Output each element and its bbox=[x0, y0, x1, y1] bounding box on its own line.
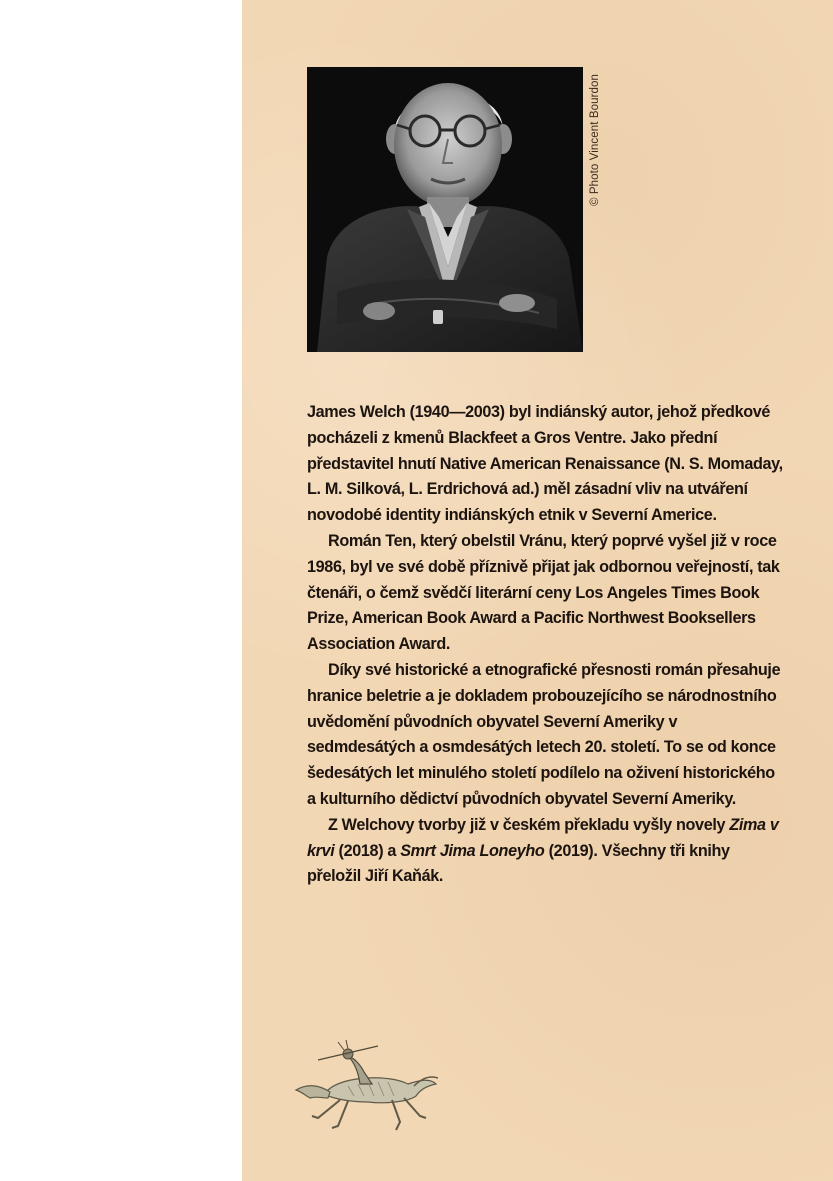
bio-paragraph-2: Román Ten, který obelstil Vránu, který poprvé vyšel již v roce 1986, byl ve své době příznivě přijat jak odbornou veřejností, tak čtenáři, o čemž svědčí literární ceny Los Angeles Times Book Prize, American Book Award a Pacific Northwest Booksellers Association Award. bbox=[307, 531, 780, 654]
book-title-zima-v-krvi: Zima v krvi bbox=[307, 815, 779, 860]
bio-paragraph-4 bbox=[307, 813, 787, 890]
author-photo bbox=[307, 67, 583, 352]
bio-p4-text-b: (2018) a bbox=[334, 841, 401, 860]
author-bio bbox=[307, 400, 787, 890]
photo-credit: © Photo Vincent Bourdon bbox=[589, 73, 601, 206]
bio-p4-text-c: (2019). Všechny tři knihy přeložil Jiří Kaňák. bbox=[307, 841, 730, 886]
bio-paragraph-3: Díky své historické a etnografické přesnosti román přesahuje hranice beletrie a je dokladem probouzejícího se národnostního uvědomění původních obyvatel Severní Ameriky v sedmdesátých a osmdesátých letech 20. století. To se od konce šedesátých let minulého století podílelo na oživení historického a kulturního dědictví původních obyvatel Severní Ameriky. bbox=[307, 660, 781, 808]
book-title-smrt-jima-loneyho: Smrt Jima Loneyho bbox=[400, 841, 545, 860]
bio-p4-text-a: Z Welchovy tvorby již v českém překladu vyšly novely bbox=[328, 815, 730, 834]
bio-paragraph-1: James Welch (1940—2003) byl indiánský autor, jehož předkové pocházeli z kmenů Blackfeet a Gros Ventre. Jako přední představitel hnutí Native American Renaissance (N. S. Momaday, L. M. Silková, L. Erdrichová ad.) měl zásadní vliv na utváření novodobé identity indiánských etnik v Severní Americe. bbox=[307, 403, 783, 525]
horse-rider-illustration bbox=[288, 1040, 438, 1140]
